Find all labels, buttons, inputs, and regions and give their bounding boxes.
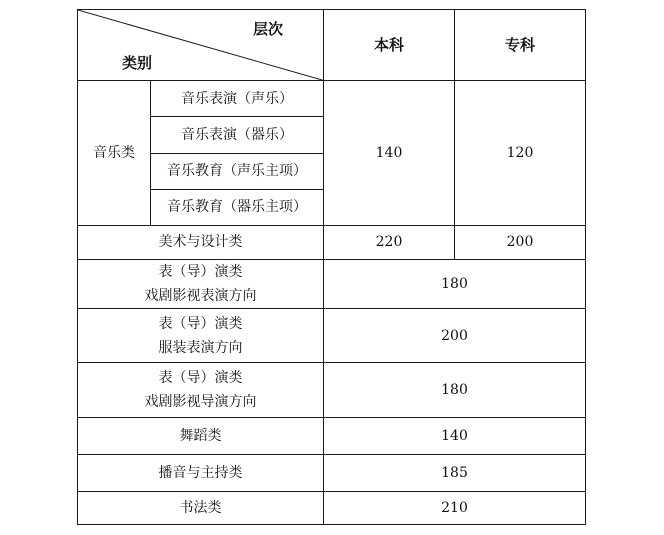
art-undergrad-score: 220 xyxy=(324,225,455,259)
category-line: 服装表演方向 xyxy=(158,339,243,356)
table-row xyxy=(78,418,586,454)
table-row xyxy=(78,363,586,418)
score-cell: 210 xyxy=(324,491,586,524)
music-subtype: 音乐教育（器乐主项） xyxy=(151,189,324,225)
category-line: 表（导）演类 xyxy=(158,263,243,280)
diagonal-header-cell xyxy=(78,10,324,81)
art-category-label: 美术与设计类 xyxy=(78,225,324,259)
category-cell xyxy=(78,309,324,363)
music-subtype: 音乐表演（声乐） xyxy=(151,81,324,117)
score-table xyxy=(77,9,586,525)
category-line: 表（导）演类 xyxy=(158,370,243,387)
table-row xyxy=(78,454,586,491)
junior-header: 专科 xyxy=(455,10,586,81)
music-subtype: 音乐教育（声乐主项） xyxy=(151,153,324,189)
score-cell: 185 xyxy=(324,454,586,491)
diagonal-divider-line xyxy=(78,10,323,80)
score-cell: 180 xyxy=(324,259,586,308)
music-undergrad-score: 140 xyxy=(324,81,455,226)
table-row xyxy=(78,491,586,524)
category-line: 戏剧影视导演方向 xyxy=(144,394,257,411)
music-subtype: 音乐表演（器乐） xyxy=(151,117,324,153)
score-cell: 180 xyxy=(324,363,586,418)
category-cell xyxy=(78,259,324,308)
category-line: 戏剧影视表演方向 xyxy=(144,287,257,304)
category-cell xyxy=(78,363,324,418)
score-cell: 200 xyxy=(324,309,586,363)
category-cell: 播音与主持类 xyxy=(78,454,324,491)
score-cell: 140 xyxy=(324,418,586,454)
level-header-label: 层次 xyxy=(252,20,283,38)
category-cell: 舞蹈类 xyxy=(78,418,324,454)
music-junior-score: 120 xyxy=(455,81,586,226)
music-row-1 xyxy=(78,81,586,117)
art-row xyxy=(78,225,586,259)
category-line: 表（导）演类 xyxy=(158,315,243,332)
category-cell: 书法类 xyxy=(78,491,324,524)
header-row xyxy=(78,10,586,81)
category-header-label: 类别 xyxy=(122,54,153,73)
table-row xyxy=(78,309,586,363)
undergrad-header: 本科 xyxy=(324,10,455,81)
music-category-label: 音乐类 xyxy=(78,81,151,226)
art-junior-score: 200 xyxy=(455,225,586,259)
table-row xyxy=(78,259,586,308)
